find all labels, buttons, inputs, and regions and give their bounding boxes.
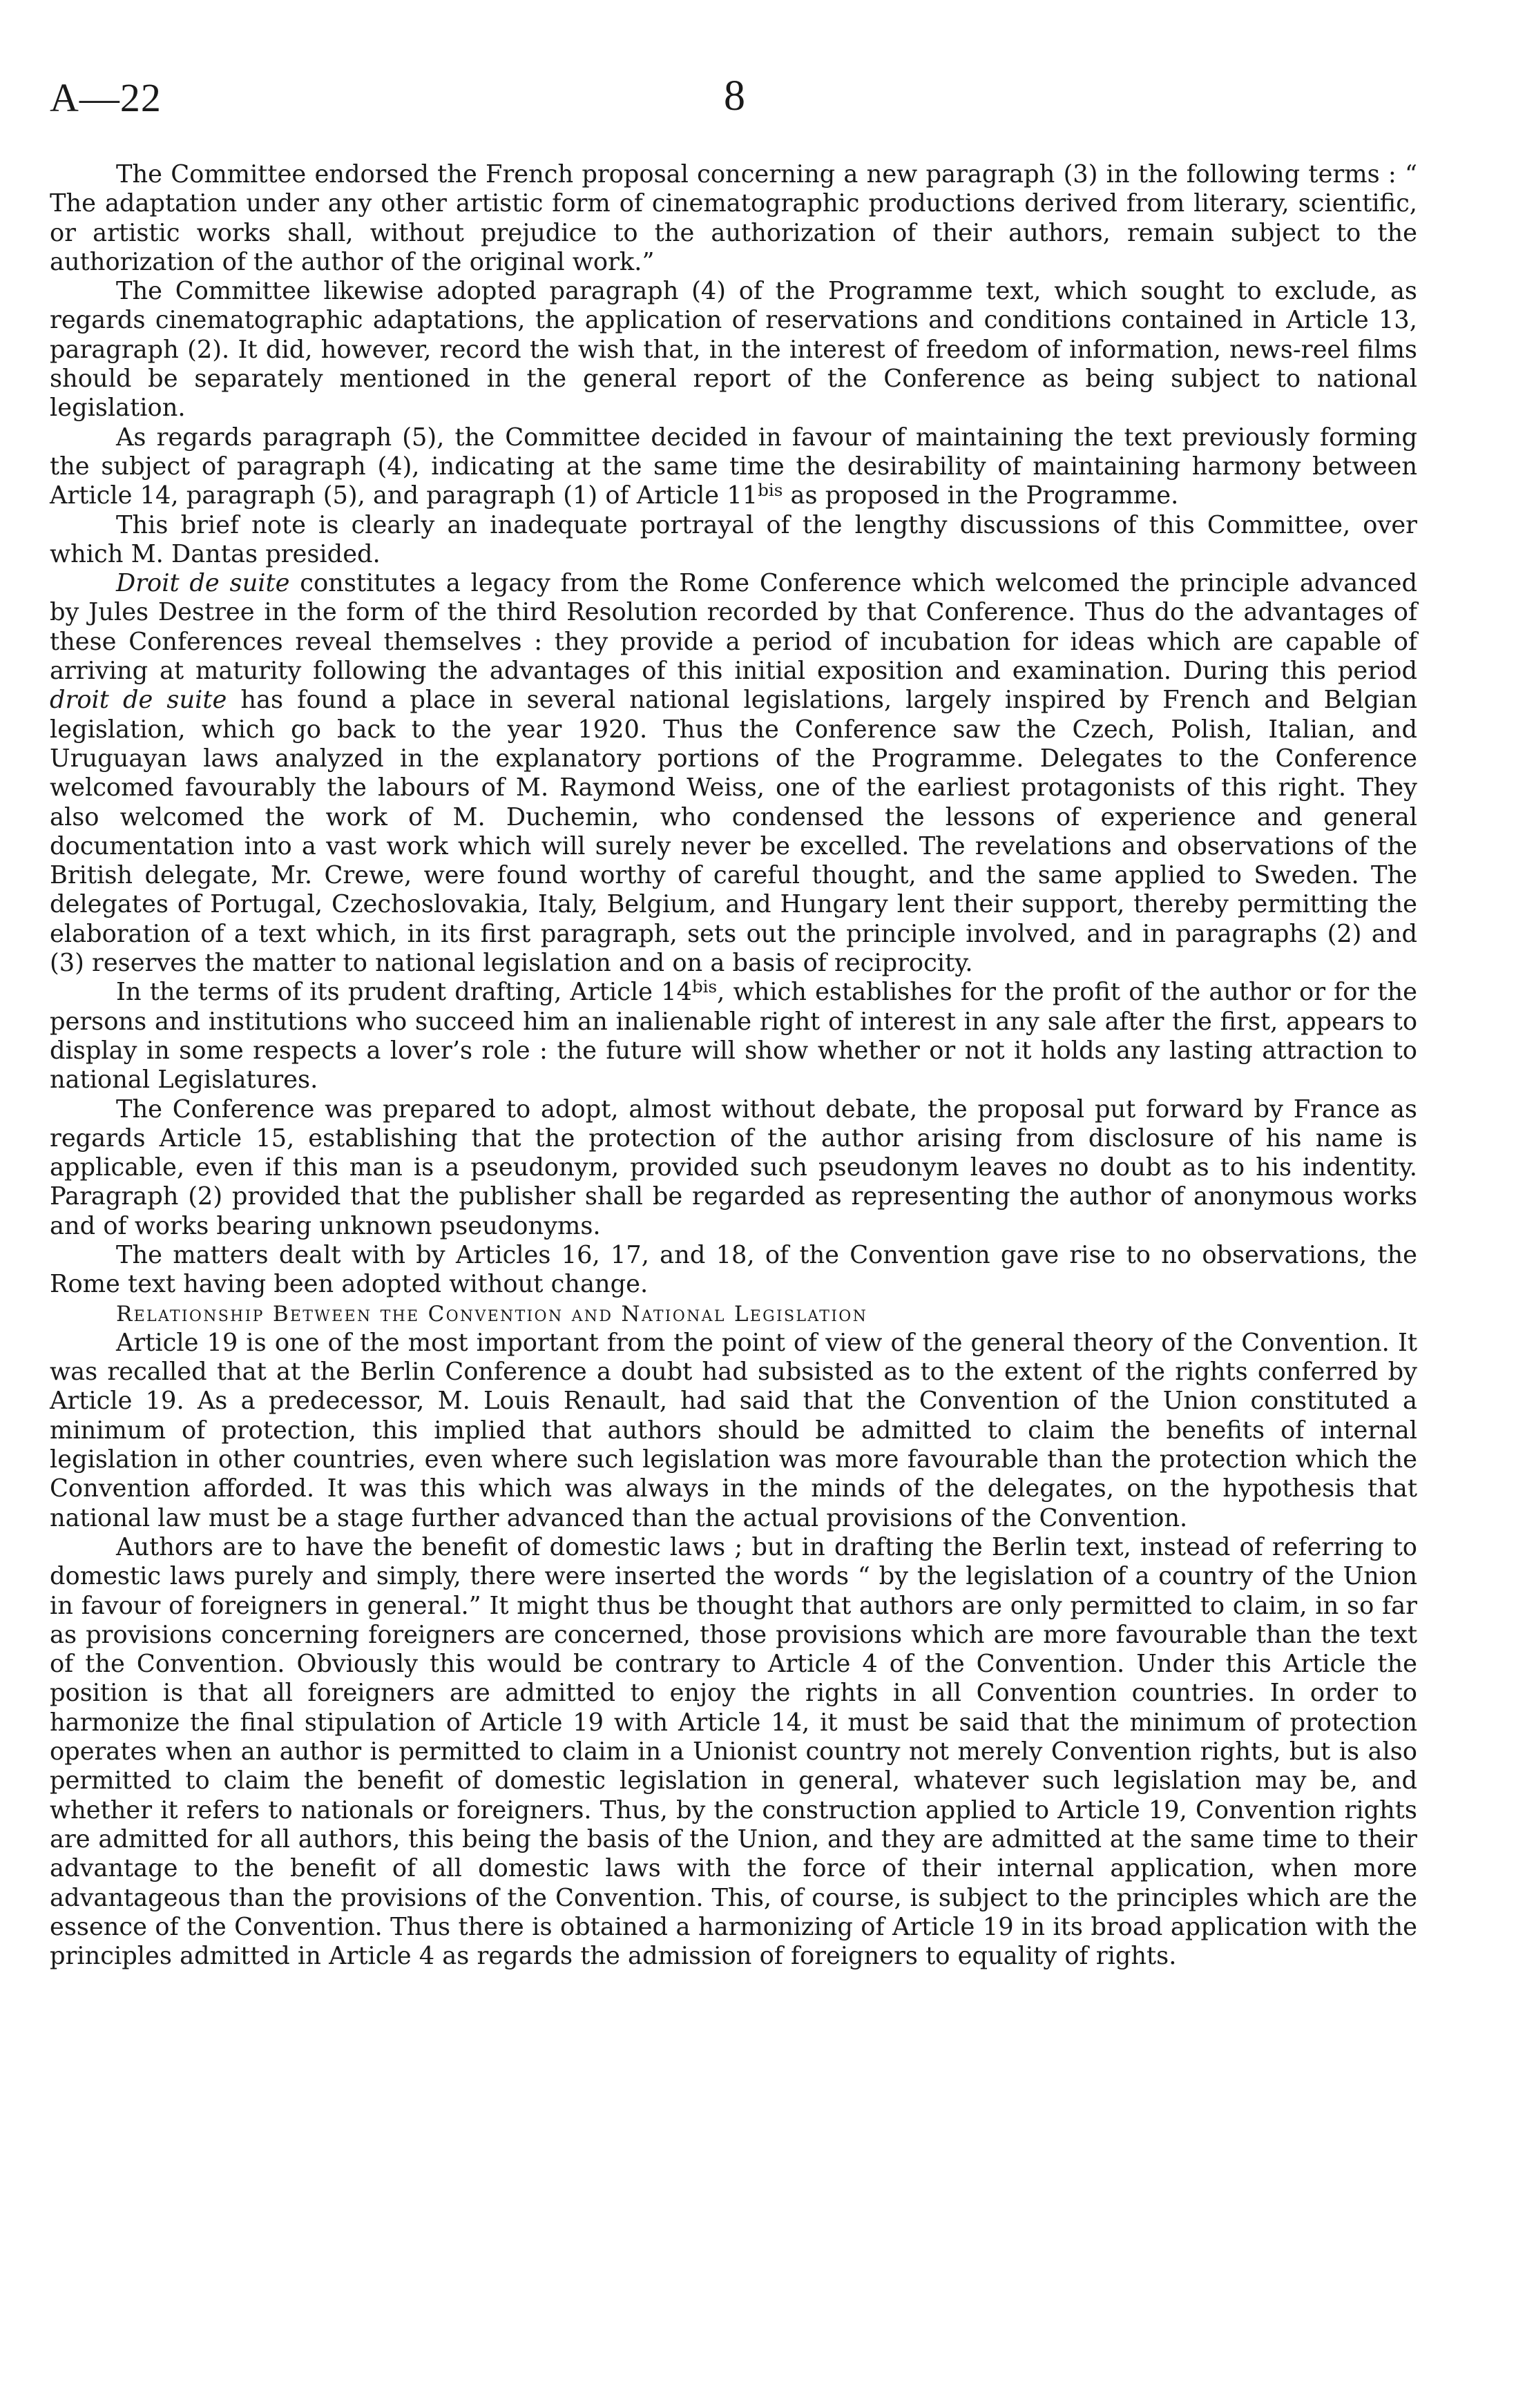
paragraph-article-15: The Conference was prepared to adopt, almost without debate, the proposal put forward by France as regards Article 15, establishing that the protection of the author arising from disclosure of his name is applicable, even if this man is a pseudonym, provided such pseudonym leaves no doubt as to his indentity. Paragraph (2) provided that the publisher shall be regarded as representing the author of anonymous works and of works bearing unknown pseudonyms. <box>50 1095 1417 1240</box>
text-run: as proposed in the Programme. <box>783 481 1179 510</box>
section-heading: Relationship Between the Convention and National Legislation <box>116 1301 868 1327</box>
paragraph-article-14 <box>50 423 1417 511</box>
paragraph-droit-de-suite <box>50 569 1417 978</box>
text-run: has found a place in several national legislations, largely inspired by French and Belgian legislation, which go back to the year 1920. Thus the Conference saw the Czech, Polish, Italian, and Uruguayan laws analyzed in the explanatory portions of the Programme. Delegates to the Conference welcomed favourably the labours of M. Raymond Weiss, one of the earliest protagonists of this right. They also welcomed the work of M. Duchemin, who condensed the lessons of experience and general documentation into a vast work which will surely never be excelled. The revelations and observations of the British delegate, Mr. Crewe, were found worthy of careful thought, and the same applied to Sweden. The delegates of Portugal, Czechoslovakia, Italy, Belgium, and Hungary lent their support, thereby permitting the elaboration of a text which, in its first paragraph, sets out the principle involved, and in paragraphs (2) and (3) reserves the matter to national legislation and on a basis of reciprocity. <box>50 686 1417 978</box>
paragraph-dantas-note: This brief note is clearly an inadequate portrayal of the lengthy discussions of this Committee, over which M. Dantas presided. <box>50 510 1417 568</box>
document-code: A—22 <box>50 75 162 120</box>
text-run: In the terms of its prudent drafting, Article 14 <box>116 978 692 1007</box>
body-text <box>50 160 1417 1971</box>
paragraph-domestic-laws: Authors are to have the benefit of domestic laws ; but in drafting the Berlin text, instead of referring to domestic laws purely and simply, there were inserted the words “ by the legislation of a country of the Union in favour of foreigners in general.” It might thus be thought that authors are only permitted to claim, in so far as provisions concerning foreigners are concerned, those provisions which are more favourable than the text of the Convention. Obviously this would be contrary to Article 4 of the Convention. Under this Article the position is that all foreigners are admitted to enjoy the rights in all Convention countries. In order to harmonize the final stipulation of Article 19 with Article 14, it must be said that the minimum of protection operates when an author is permitted to claim in a Unionist country not merely Convention rights, but is also permitted to claim the benefit of domestic legislation in general, whatever such legislation may be, and whether it refers to nationals or foreigners. Thus, by the construction applied to Article 19, Convention rights are admitted for all authors, this being the basis of the Union, and they are admitted at the same time to their advantage to the benefit of all domestic laws with the force of their internal application, when more advantageous than the provisions of the Convention. This, of course, is subject to the principles which are the essence of the Convention. Thus there is obtained a harmonizing of Article 19 in its broad application with the principles admitted in Article 4 as regards the admission of foreigners to equality of rights. <box>50 1532 1417 1971</box>
text-run: constitutes a legacy from the Rome Conference which welcomed the principle advanced by Jules Destree in the form of the third Resolution recorded by that Conference. Thus do the advantages of these Conferences reveal themselves : they provide a period of incubation for ideas which are capable of arriving at maturity following the advantages of this initial exposition and examination. During this period <box>50 569 1417 686</box>
paragraph-cinematographic-adaptation: The Committee endorsed the French proposal concerning a new paragraph (3) in the following terms : “ The adaptation under any other artistic form of cinematographic productions derived from literary, scientific, or artistic works shall, without prejudice to the authorization of their authors, remain subject to the authorization of the author of the original work.” <box>50 160 1417 276</box>
page-number: 8 <box>724 73 745 119</box>
text-run: , which establishes for the profit of the author or for the persons and institutions who succeed him an inalienable right of interest in any sale after the first, appears to display in some respects a lover’s role : the future will show whether or not it holds any lasting attraction to national Legislatures. <box>50 978 1418 1095</box>
superscript: bis <box>691 976 718 997</box>
superscript: bis <box>758 480 783 501</box>
text-run: As regards paragraph (5), the Committee decided in favour of maintaining the text previously forming the subject of paragraph (4), indicating at the same time the desirability of maintaining harmony between Article 14, paragraph (5), and paragraph (1) of Article 11 <box>50 423 1417 510</box>
italic-term: Droit de suite <box>116 569 290 598</box>
paragraph-article-14bis <box>50 978 1417 1095</box>
paragraph-article-19: Article 19 is one of the most important from the point of view of the general theory of the Convention. It was recalled that at the Berlin Conference a doubt had subsisted as to the extent of the rights conferred by Article 19. As a predecessor, M. Louis Renault, had said that the Convention of the Union constituted a minimum of protection, this implied that authors should be admitted to claim the benefits of internal legislation in other countries, even where such legislation was more favourable than the protection which the Convention afforded. It was this which was always in the minds of the delegates, on the hypothesis that national law must be a stage further advanced than the actual provisions of the Convention. <box>50 1328 1417 1532</box>
italic-term: droit de suite <box>50 686 227 715</box>
paragraph-article-13: The Committee likewise adopted paragraph (4) of the Programme text, which sought to exclude, as regards cinematographic adaptations, the application of reservations and conditions contained in Article 13, paragraph (2). It did, however, record the wish that, in the interest of freedom of information, news-reel films should be separately mentioned in the general report of the Conference as being subject to national legislation. <box>50 277 1417 423</box>
paragraph-articles-16-18: The matters dealt with by Articles 16, 17, and 18, of the Convention gave rise to no observations, the Rome text having been adopted without change. <box>50 1240 1417 1299</box>
